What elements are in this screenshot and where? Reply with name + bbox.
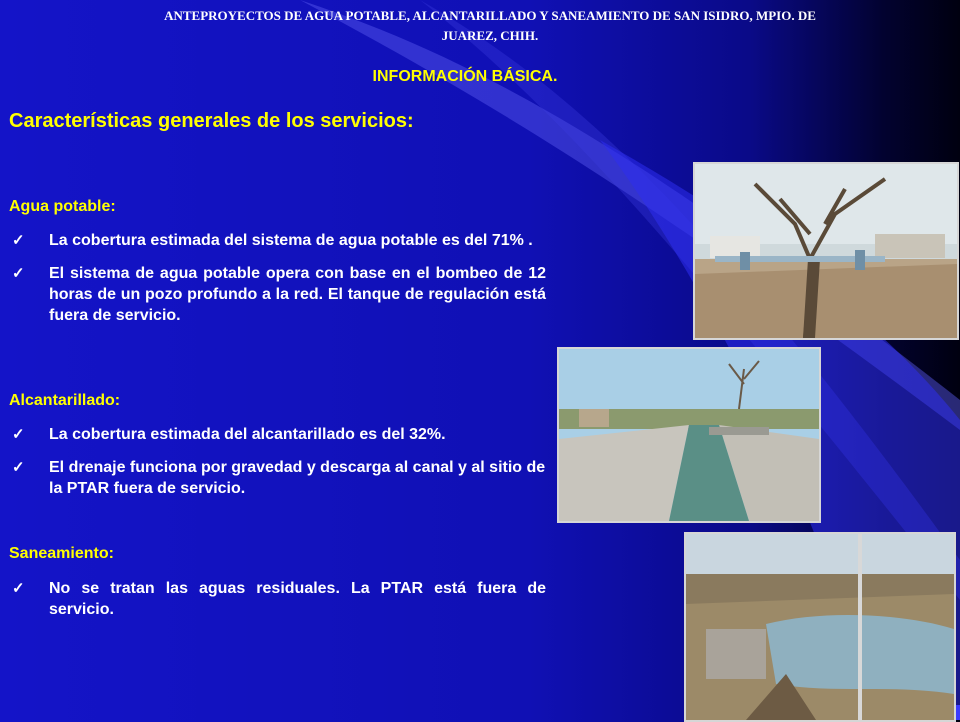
- alcantarillado-heading: Alcantarillado:: [9, 392, 121, 409]
- list-item: ✓ La cobertura estimada del alcantarillado es del 32%.: [12, 426, 446, 443]
- list-item: ✓ El sistema de agua potable opera con base en el bombeo de 12 horas de un pozo profundo a la red. El tanque de regulación está fuera de servicio.: [12, 265, 546, 324]
- header-line-1: ANTEPROYECTOS DE AGUA POTABLE, ALCANTARILLADO Y SANEAMIENTO DE SAN ISIDRO, MPIO. DE: [164, 8, 816, 23]
- checkmark-icon: ✓: [12, 265, 25, 282]
- agua-potable-heading: Agua potable:: [9, 198, 116, 215]
- saneamiento-heading: Saneamiento:: [9, 545, 114, 562]
- list-item: ✓ La cobertura estimada del sistema de agua potable es del 71% .: [12, 232, 533, 249]
- checkmark-icon: ✓: [12, 426, 25, 443]
- checkmark-icon: ✓: [12, 459, 25, 476]
- checkmark-icon: ✓: [12, 580, 25, 597]
- saneamiento-list: [9, 578, 546, 620]
- section-subtitle: INFORMACIÓN BÁSICA.: [372, 68, 558, 85]
- list-item: ✓ No se tratan las aguas residuales. La PTAR está fuera de servicio.: [12, 580, 546, 618]
- photo-treatment-plant: [684, 532, 956, 722]
- photo-well-pump: [693, 162, 959, 340]
- list-item: ✓ El drenaje funciona por gravedad y descarga al canal y al sitio de la PTAR fuera de servicio.: [12, 459, 546, 497]
- alcantarillado-list: [9, 424, 546, 499]
- agua-potable-list: [9, 230, 546, 326]
- photo-canal: [557, 347, 821, 523]
- checkmark-icon: ✓: [12, 232, 25, 249]
- document-header: [80, 6, 900, 46]
- header-line-2: JUAREZ, CHIH.: [441, 28, 539, 43]
- page-title: Características generales de los servicios:: [9, 110, 414, 132]
